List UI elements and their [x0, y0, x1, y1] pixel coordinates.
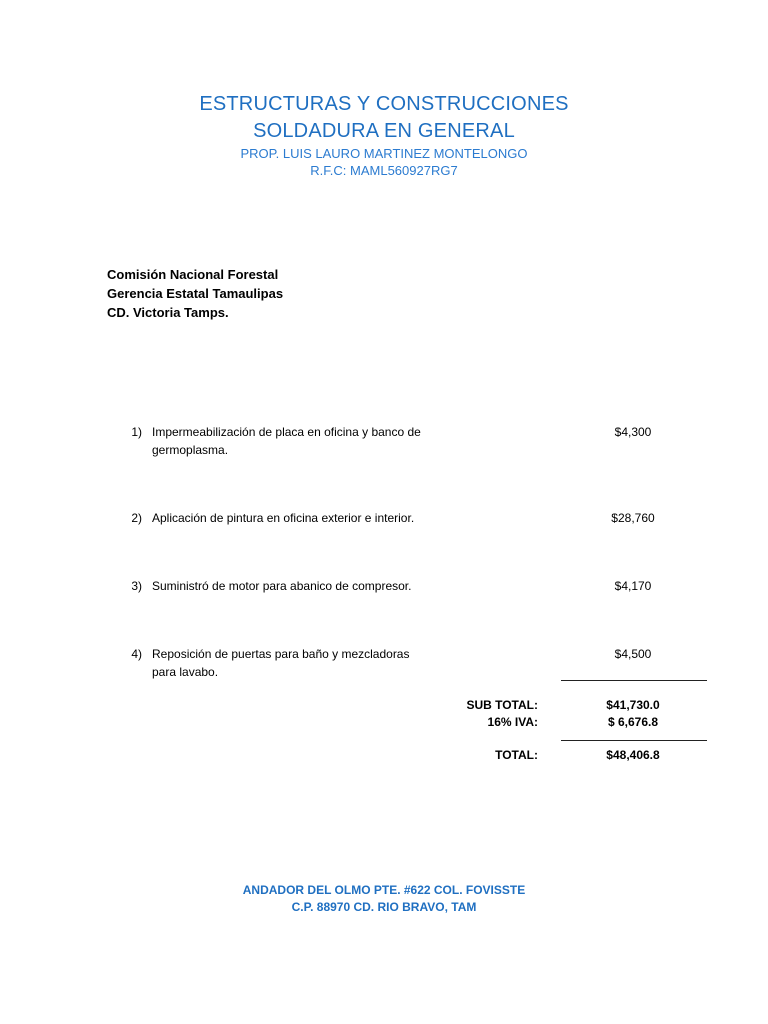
item-number: 3) [131, 579, 142, 593]
footer-address-line2: C.P. 88970 CD. RIO BRAVO, TAM [291, 900, 477, 914]
recipient-organization: Comisión Nacional Forestal [107, 267, 279, 282]
subtotal-value: $41,730.0 [606, 698, 660, 712]
item-amount: $4,300 [614, 425, 652, 439]
total-value: $48,406.8 [606, 748, 660, 762]
recipient-city: CD. Victoria Tamps. [107, 305, 229, 320]
subtotal-divider [561, 680, 707, 681]
iva-value: $ 6,676.8 [607, 715, 659, 729]
company-title-line2: SOLDADURA EN GENERAL [253, 120, 515, 142]
item-description-cont: para lavabo. [152, 665, 219, 679]
item-description: Reposición de puertas para baño y mezcladoras [152, 647, 410, 661]
item-description-cont: germoplasma. [152, 443, 229, 457]
item-description: Suministró de motor para abanico de compresor. [152, 579, 412, 593]
recipient-department: Gerencia Estatal Tamaulipas [107, 286, 284, 301]
item-number: 4) [131, 647, 142, 661]
rfc-number: R.F.C: MAML560927RG7 [310, 163, 458, 178]
iva-label: 16% IVA: [487, 715, 538, 729]
total-label: TOTAL: [495, 748, 538, 762]
subtotal-label: SUB TOTAL: [466, 698, 538, 712]
item-description: Aplicación de pintura en oficina exterior e interior. [152, 511, 415, 525]
item-amount: $4,500 [614, 647, 652, 661]
item-description: Impermeabilización de placa en oficina y banco de [152, 425, 421, 439]
item-number: 1) [131, 425, 142, 439]
item-amount: $4,170 [614, 579, 652, 593]
total-divider [561, 740, 707, 741]
company-title-line1: ESTRUCTURAS Y CONSTRUCCIONES [199, 93, 569, 115]
footer-address-line1: ANDADOR DEL OLMO PTE. #622 COL. FOVISSTE [242, 883, 526, 897]
owner-name: PROP. LUIS LAURO MARTINEZ MONTELONGO [240, 146, 528, 161]
item-number: 2) [131, 511, 142, 525]
item-amount: $28,760 [611, 511, 655, 525]
